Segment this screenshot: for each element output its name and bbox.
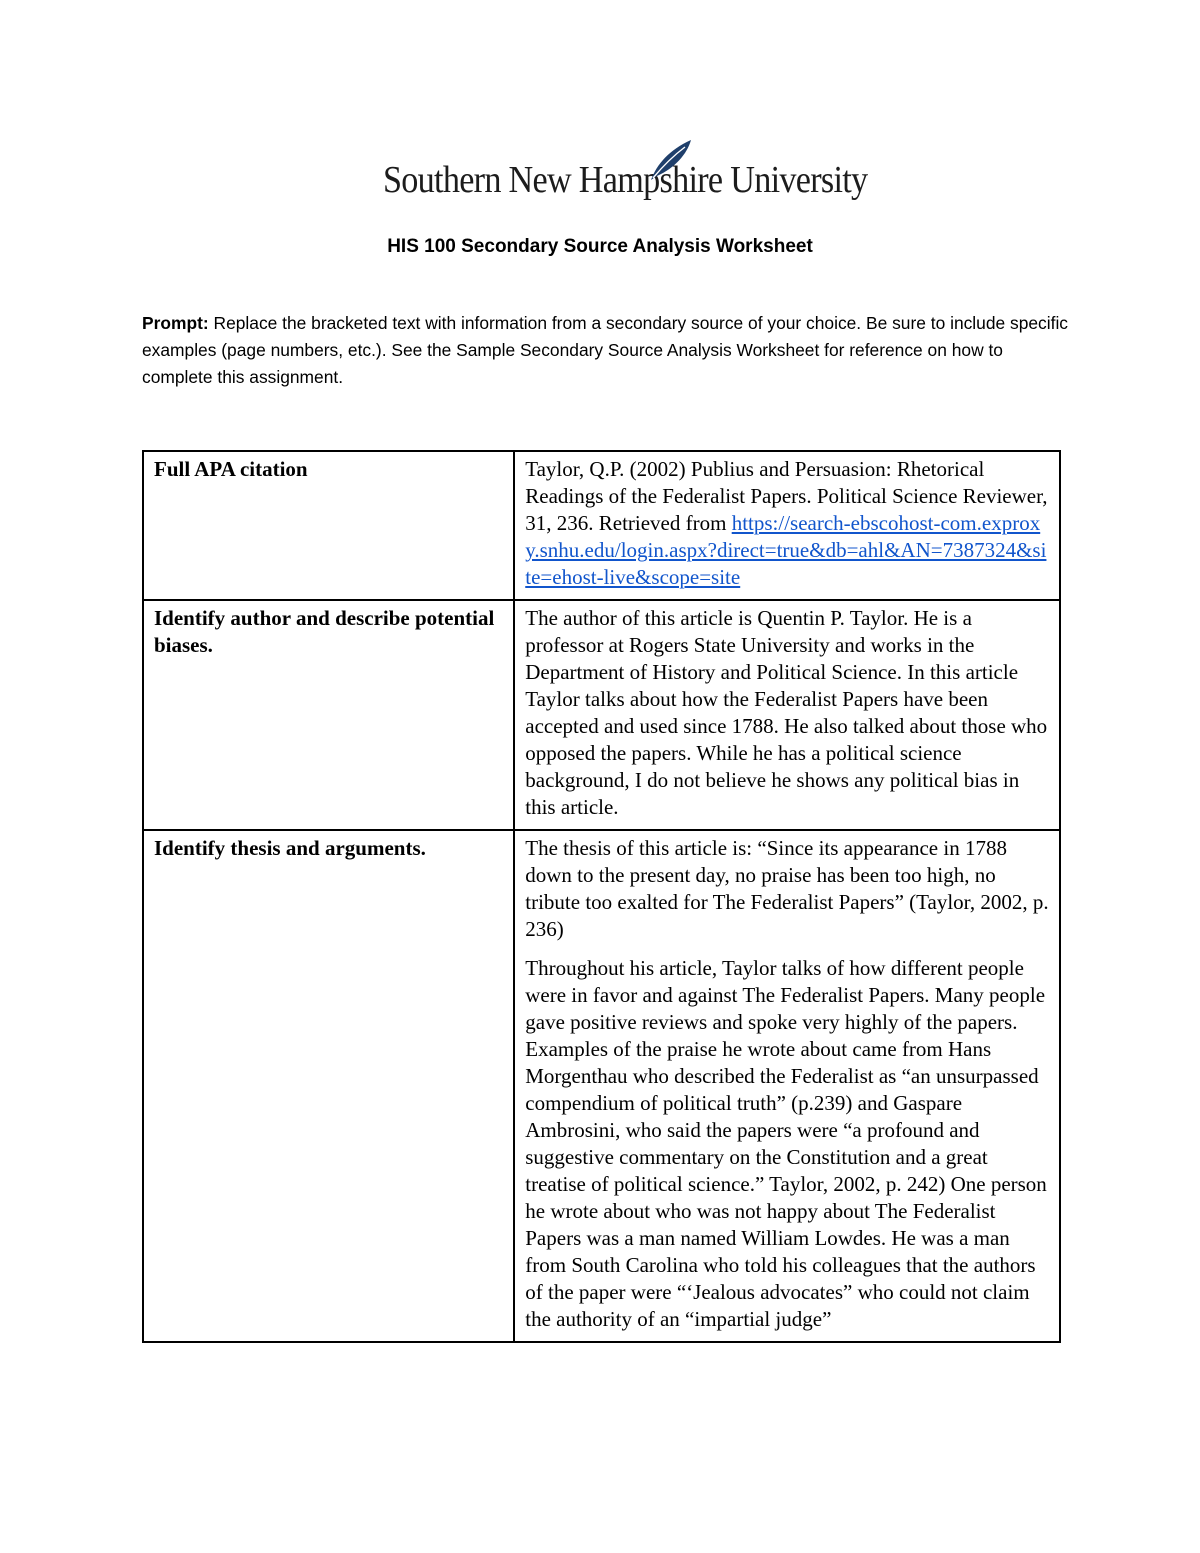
table-row (143, 600, 1060, 830)
citation-cell (514, 451, 1060, 600)
prompt-label: Prompt: (142, 313, 209, 333)
citation-link[interactable]: https://search-ebscohost-com.exproxy.snhu.edu/login.aspx?direct=true&db=ahl&AN=7387324&site=ehost-live&scope=site (525, 511, 1047, 589)
page-title: HIS 100 Secondary Source Analysis Worksheet (387, 236, 813, 257)
arguments-paragraph: Throughout his article, Taylor talks of how different people were in favor and against The Federalist Papers. Many people gave positive reviews and spoke very highly of the papers. Examples of the praise he wrote about came from Hans Morgenthau who described the Federalist as “an unsurpassed compendium of political truth” (p.239) and Gaspare Ambrosini, who said the papers were “a profound and suggestive commentary on the Constitution and a great treatise of political science.” Taylor, 2002, p. 242) One person he wrote about who was not happy about The Federalist Papers was a man named William Lowdes. He was a man from South Carolina who told his colleagues that the authors of the paper were “‘Jealous advocates” who could not claim the authority of an “impartial judge” (525, 956, 1047, 1331)
table-row (143, 830, 1060, 1342)
thesis-paragraph: The thesis of this article is: “Since its appearance in 1788 down to the present day, no praise has been too high, no tribute too exalted for The Federalist Papers” (Taylor, 2002, p. 236) (525, 836, 1049, 941)
citation-text: Taylor, Q.P. (2002) Publius and Persuasion: Rhetorical Readings of the Federalist Papers. Political Science Reviewer, 31, 236. Retrieved from (525, 457, 1048, 535)
university-logo (383, 140, 868, 210)
table-row (143, 451, 1060, 600)
thesis-cell (514, 830, 1060, 1342)
row-label: Identify author and describe potential biases. (143, 600, 514, 830)
prompt-paragraph (142, 310, 1072, 391)
worksheet-table (142, 450, 1061, 1343)
leaf-icon (645, 138, 695, 182)
prompt-text: Replace the bracketed text with information from a secondary source of your choice. Be sure to include specific examples (page numbers, etc.). See the Sample Secondary Source Analysis Worksheet for reference on how to complete this assignment. (142, 313, 1069, 387)
logo-text: Southern New Hampshire University (383, 159, 868, 201)
row-label: Full APA citation (143, 451, 514, 600)
row-label: Identify thesis and arguments. (143, 830, 514, 1342)
author-bias-text: The author of this article is Quentin P. Taylor. He is a professor at Rogers State University and works in the Department of History and Political Science. In this article Taylor talks about how the Federalist Papers have been accepted and used since 1788. He also talked about those who opposed the papers. While he has a political science background, I do not believe he shows any political bias in this article. (514, 600, 1060, 830)
